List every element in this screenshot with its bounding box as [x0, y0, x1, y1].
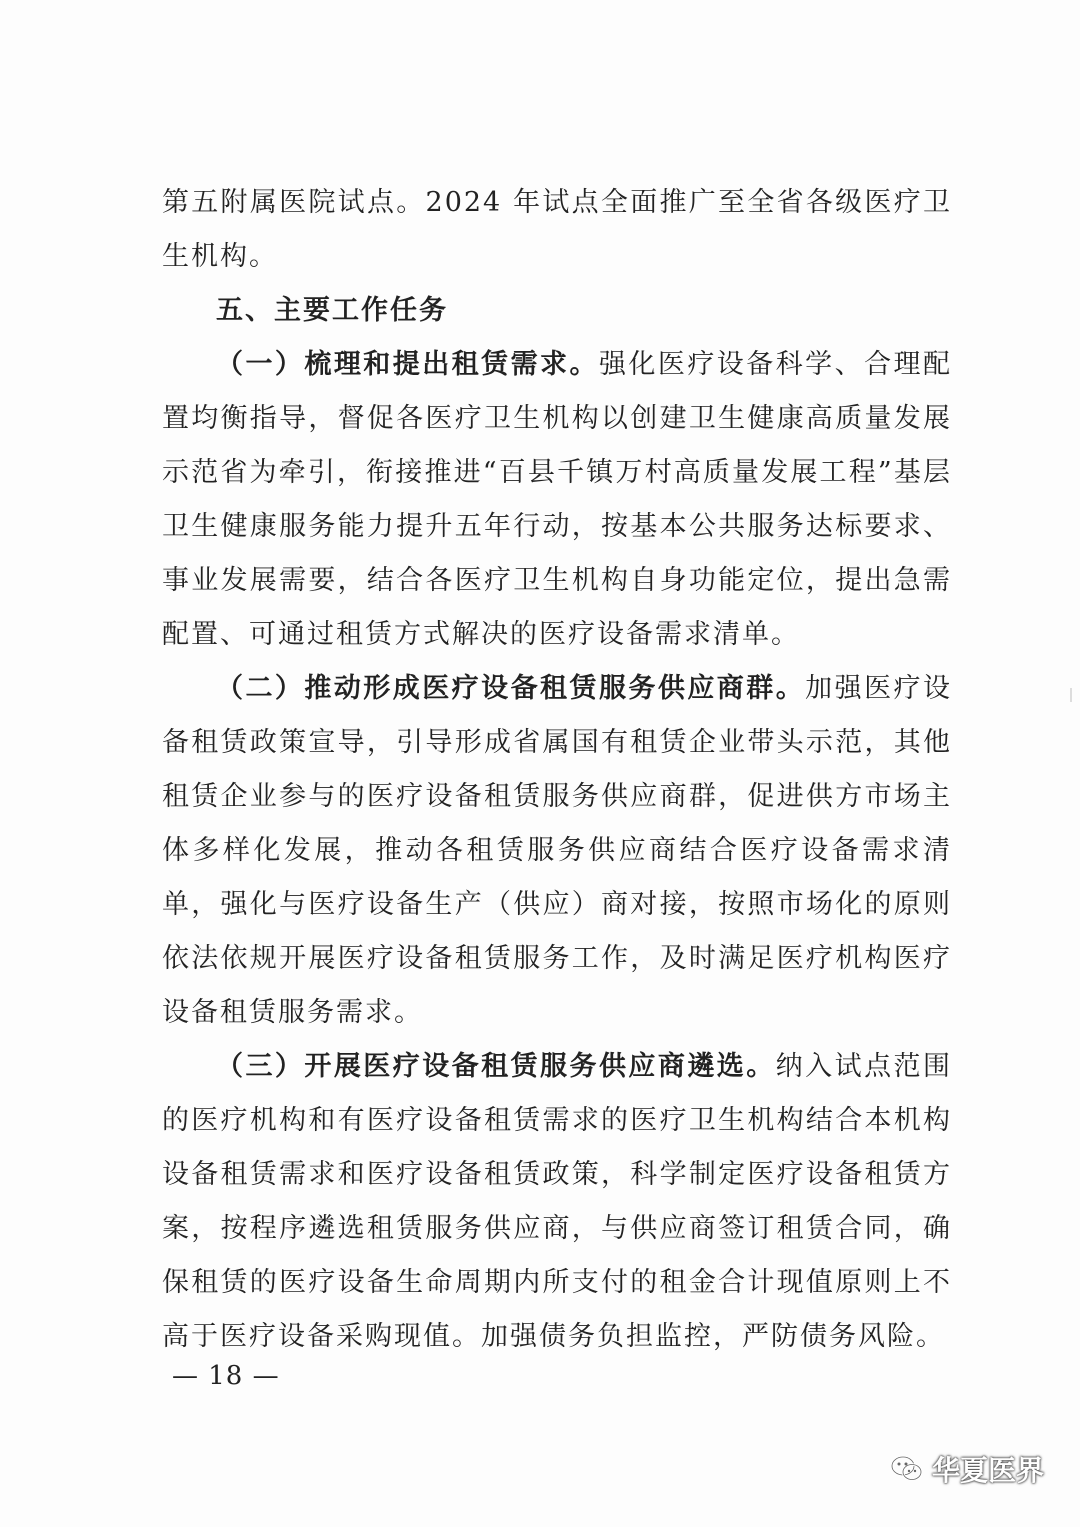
body-paragraph [162, 176, 952, 284]
watermark-text: 华夏医界 [931, 1454, 1044, 1487]
section-heading: 五、主要工作任务 [216, 295, 448, 326]
document-body [162, 176, 952, 1364]
body-paragraph [162, 1040, 952, 1364]
paragraph-lead: （一）梳理和提出租赁需求。 [216, 349, 599, 380]
paragraph-text: 加强医疗设备租赁政策宣导，引导形成省属国有租赁企业带头示范，其他租赁企业参与的医疗设备租赁服务供应商群，促进供方市场主体多样化发展，推动各租赁服务供应商结合医疗设备需求清单，强化与医疗设备生产（供应）商对接，按照市场化的原则依法依规开展医疗设备租赁服务工作，及时满足医疗机构医疗设备租赁服务需求。 [162, 673, 953, 1028]
source-watermark [890, 1449, 1044, 1489]
paragraph-text: 强化医疗设备科学、合理配置均衡指导，督促各医疗卫生机构以创建卫生健康高质量发展示范省为牵引，衔接推进“百县千镇万村高质量发展工程”基层卫生健康服务能力提升五年行动，按基本公共服务达标要求、事业发展需要，结合各医疗卫生机构自身功能定位，提出急需配置、可通过租赁方式解决的医疗设备需求清单。 [162, 349, 953, 650]
paragraph-text: 纳入试点范围的医疗机构和有医疗设备租赁需求的医疗卫生机构结合本机构设备租赁需求和医疗设备租赁政策，科学制定医疗设备租赁方案，按程序遴选租赁服务供应商，与供应商签订租赁合同，确保租赁的医疗设备生命周期内所支付的租金合计现值原则上不高于医疗设备采购现值。加强债务负担监控，严防债务风险。 [162, 1051, 953, 1352]
paragraph-text: 第五附属医院试点。2024 年试点全面推广至全省各级医疗卫生机构。 [162, 187, 952, 272]
page-number: — 18 — [172, 1361, 280, 1391]
body-paragraph [162, 338, 952, 662]
wechat-icon [890, 1455, 924, 1483]
paragraph-lead: （三）开展医疗设备租赁服务供应商遴选。 [216, 1051, 776, 1082]
scan-mark [1070, 688, 1072, 702]
body-paragraph [162, 662, 952, 1040]
paragraph-lead: （二）推动形成医疗设备租赁服务供应商群。 [216, 673, 806, 704]
